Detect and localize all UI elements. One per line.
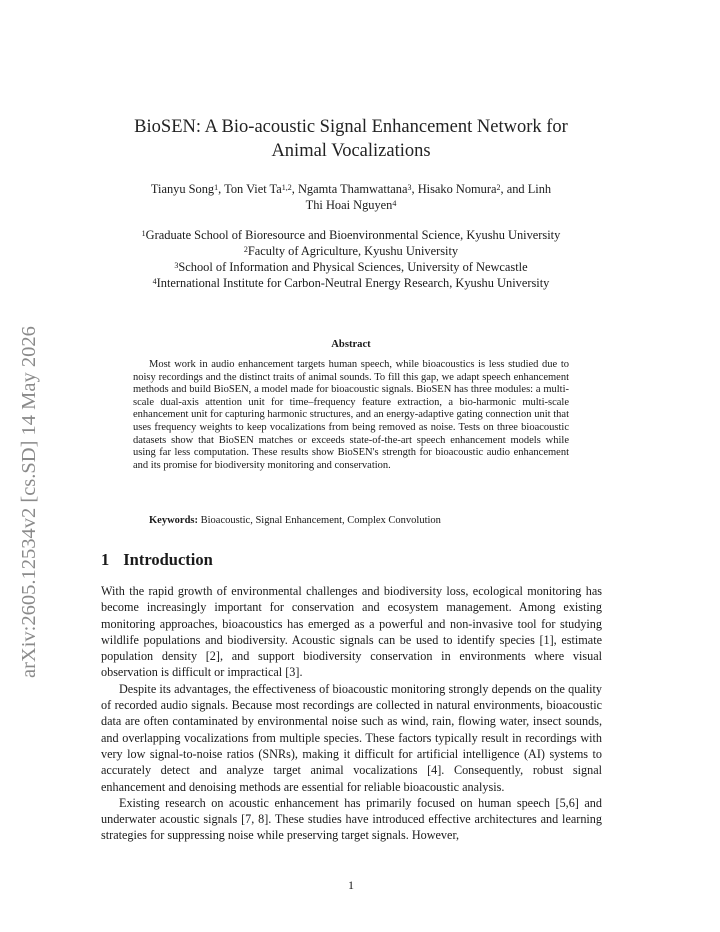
author-list: Tianyu Song$^1$, Ton Viet Ta$^{1,2}$, Ngamta Thamwattana$^3$, Hisako Nomura$^2$, and Linh Thi Hoai Nguyen$^4$	[150, 182, 552, 212]
keywords-line	[149, 515, 569, 528]
abstract-body: Most work in audio enhancement targets human speech, while bioacoustics is less studied due to noisy recordings and the distinct traits of animal sounds. To fill this gap, we adapt speech enhancement methods and build BioSEN, a model made for bioacoustic signals. BioSEN has three modules: a multi-scale dual-axis attention unit for time–frequency feature extraction, a bio-harmonic multi-scale enhancement unit for capturing harmonic structures, and an energy-adaptive gating connection unit that uses frequency weights to keep vocalizations from being removed as noise. Tests on three bioacoustic datasets show that BioSEN matches or exceeds state-of-the-art speech enhancement models while using far less computation. These results show BioSEN's strength for bioacoustic audio enhancement and its promise for biodiversity monitoring and conservation.	[133, 359, 569, 471]
page-number: 1	[348, 878, 354, 892]
paragraph: With the rapid growth of environmental challenges and biodiversity loss, ecological monitoring has become increasingly important for conservation and ecosystem management. Among existing monitoring approaches, bioacoustics has emerged as a powerful and non-invasive tool for studying wildlife populations and biodiversity. Acoustic signals can be used to identify species [1], estimate population density [2], and support biodiversity conservation in environments where visual observation is difficult or impractical [3].	[101, 584, 602, 680]
author-conjunction: and Linh	[506, 182, 552, 196]
affiliation-item	[90, 259, 612, 275]
keywords-text: Bioacoustic, Signal Enhancement, Complex Convolution	[200, 515, 441, 526]
author-name: Hisako Nomura	[417, 182, 497, 196]
title-line-2: Animal Vocalizations	[271, 141, 431, 161]
affil-marker: 1,2	[281, 183, 292, 192]
section-title: Introduction	[123, 550, 213, 569]
section-number: 1	[101, 550, 110, 569]
paragraph: Despite its advantages, the effectiveness of bioacoustic monitoring strongly depends on the quality of recorded audio signals. Because most recordings are collected in natural environments, bioacoustic data are often contaminated by environmental noise such as wind, rain, flowing water, insect sounds, and overlapping vocalizations from multiple species. These factors typically result in recordings with very low signal-to-noise ratios (SNRs), making it difficult for artificial intelligence (AI) systems to accurately detect and analyze target animal vocalizations [4]. Consequently, robust signal enhancement and denoising methods are essential for reliable bioacoustic analysis.	[101, 681, 602, 794]
affiliation-list	[90, 227, 612, 291]
keywords-label: Keywords:	[149, 515, 198, 526]
abstract-heading: Abstract	[331, 339, 371, 350]
section-heading	[101, 550, 213, 570]
affiliation-item	[90, 275, 612, 291]
affil-marker: 1	[214, 183, 219, 192]
arxiv-identifier[interactable]: arXiv:2605.12534v2 [cs.SD] 14 May 2026	[18, 326, 40, 678]
author-name: Thi Hoai Nguyen	[305, 198, 393, 212]
affil-marker: 2	[496, 183, 501, 192]
affiliation-item	[90, 227, 612, 243]
author-name: Tianyu Song	[150, 182, 215, 196]
title-line-1: BioSEN: A Bio-acoustic Signal Enhancement Network for	[134, 117, 568, 137]
affil-marker: 3	[407, 183, 412, 192]
affil-marker: 4	[152, 277, 157, 286]
affiliation-text: International Institute for Carbon-Neutral Energy Research, Kyushu University	[156, 276, 550, 290]
affiliation-text: Graduate School of Bioresource and Bioenvironmental Science, Kyushu University	[145, 228, 561, 242]
affil-marker: 2	[243, 245, 248, 254]
affiliation-item	[90, 243, 612, 259]
author-name: Ton Viet Ta	[224, 182, 282, 196]
introduction-body	[101, 583, 602, 844]
paragraph: Existing research on acoustic enhancement has primarily focused on human speech [5,6] and underwater acoustic signals [7, 8]. These studies have introduced effective architectures and learning strategies for suppressing noise while preserving target signals. However,	[101, 795, 602, 843]
author-name: Ngamta Thamwattana	[297, 182, 408, 196]
affil-marker: 3	[174, 261, 179, 270]
paper-title	[100, 115, 602, 163]
affil-marker: 1	[141, 229, 146, 238]
affiliation-text: School of Information and Physical Sciences, University of Newcastle	[178, 260, 528, 274]
affiliation-text: Faculty of Agriculture, Kyushu University	[247, 244, 459, 258]
affil-marker: 4	[392, 199, 397, 208]
arxiv-sidebar	[18, 258, 48, 678]
